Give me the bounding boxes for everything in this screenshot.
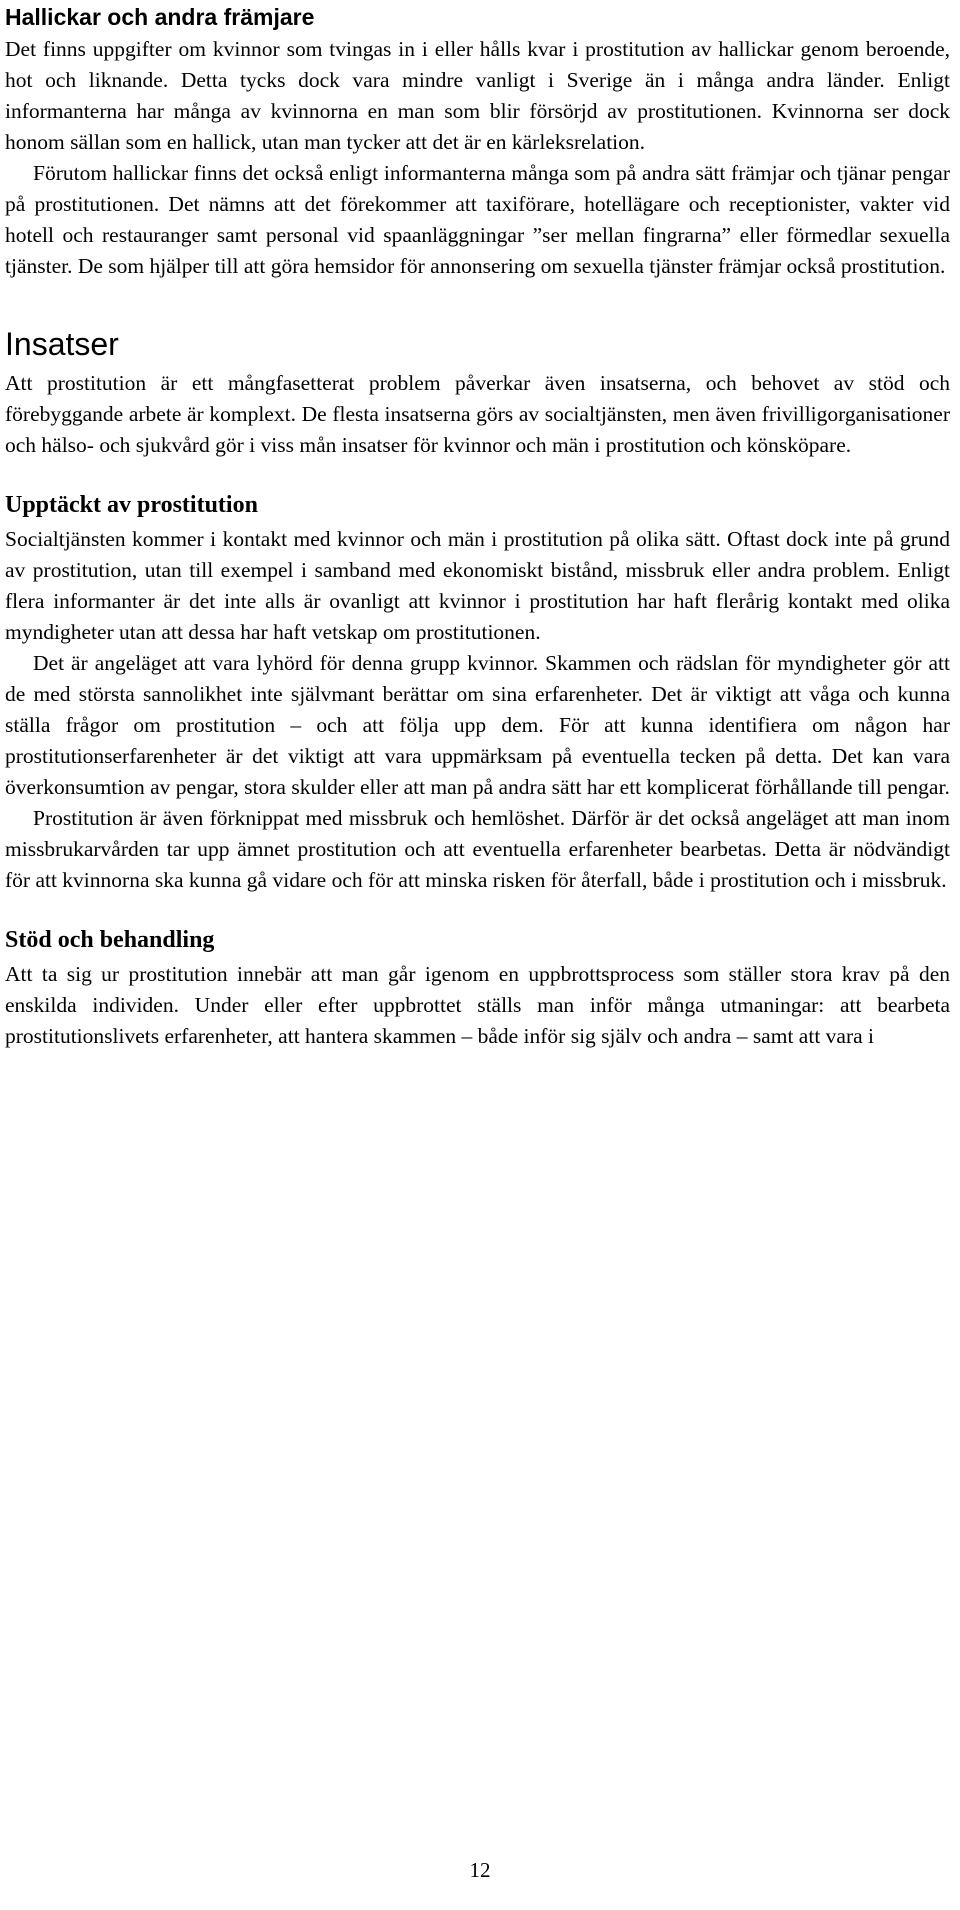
chapter-heading: Insatser [5,326,119,362]
section-upptackt [5,489,950,896]
section-stod [5,924,950,1052]
subsection-heading: Stöd och behandling [5,927,215,953]
paragraph: Att ta sig ur prostitution innebär att man går igenom en uppbrottsprocess som ställer stora krav på den enskilda individen. Under eller efter uppbrottet ställs man inför många utmaningar: att bearbeta prostitutionslivets erfarenheter, att hantera skammen – både inför sig själv och andra – samt att vara i [5,962,950,1048]
page-number: 12 [469,1858,491,1882]
paragraph: Det finns uppgifter om kvinnor som tvingas in i eller hålls kvar i prostitution av hallickar genom beroende, hot och liknande. Detta tycks dock vara mindre vanligt i Sverige än i många andra länder. Enligt informanterna har många av kvinnorna en man som blir försörjd av prostitutionen. Kvinnorna ser dock honom sällan som en hallick, utan man tycker att det är en kärleksrelation. [5,37,950,154]
section-heading: Hallickar och andra främjare [5,4,315,30]
paragraph: Att prostitution är ett mångfasetterat problem påverkar även insatserna, och behovet av stöd och förebyggande arbete är komplext. De flesta insatserna görs av socialtjänsten, men även frivilligorganisationer och hälso- och sjukvård gör i viss mån insatser för kvinnor och män i prostitution och könsköpare. [5,371,950,457]
paragraph: Förutom hallickar finns det också enligt informanterna många som på andra sätt främjar och tjänar pengar på prostitutionen. Det nämns att det förekommer att taxiförare, hotellägare och receptionister, vakter vid hotell och restauranger samt personal vid spaanläggningar ”ser mellan fingrarna” eller förmedlar sexuella tjänster. De som hjälper till att göra hemsidor för annonsering om sexuella tjänster främjar också prostitution. [5,161,950,278]
section-insatser [5,324,950,461]
section-hallickar [5,2,950,282]
paragraph: Det är angeläget att vara lyhörd för denna grupp kvinnor. Skammen och rädslan för myndigheter gör att de med största sannolikhet inte självmant berättar om sina erfarenheter. Det är viktigt att våga och kunna ställa frågor om prostitution – och att följa upp dem. För att kunna identifiera om någon har prostitutionserfarenheter är det viktigt att vara uppmärksam på eventuella tecken på detta. Det kan vara överkonsumtion av pengar, stora skulder eller att man på andra sätt har ett komplicerat förhållande till pengar. [5,651,950,799]
subsection-heading: Upptäckt av prostitution [5,492,258,518]
paragraph: Socialtjänsten kommer i kontakt med kvinnor och män i prostitution på olika sätt. Oftast dock inte på grund av prostitution, utan till exempel i samband med ekonomiskt bistånd, missbruk eller andra problem. Enligt flera informanter är det inte alls är ovanligt att kvinnor i prostitution har haft flerårig kontakt med olika myndigheter utan att dessa har haft vetskap om prostitutionen. [5,527,950,644]
paragraph: Prostitution är även förknippat med missbruk och hemlöshet. Därför är det också angeläget att man inom missbrukarvården tar upp ämnet prostitution och att eventuella erfarenheter bearbetas. Detta är nödvändigt för att kvinnorna ska kunna gå vidare och för att minska risken för återfall, både i prostitution och i missbruk. [5,806,950,892]
